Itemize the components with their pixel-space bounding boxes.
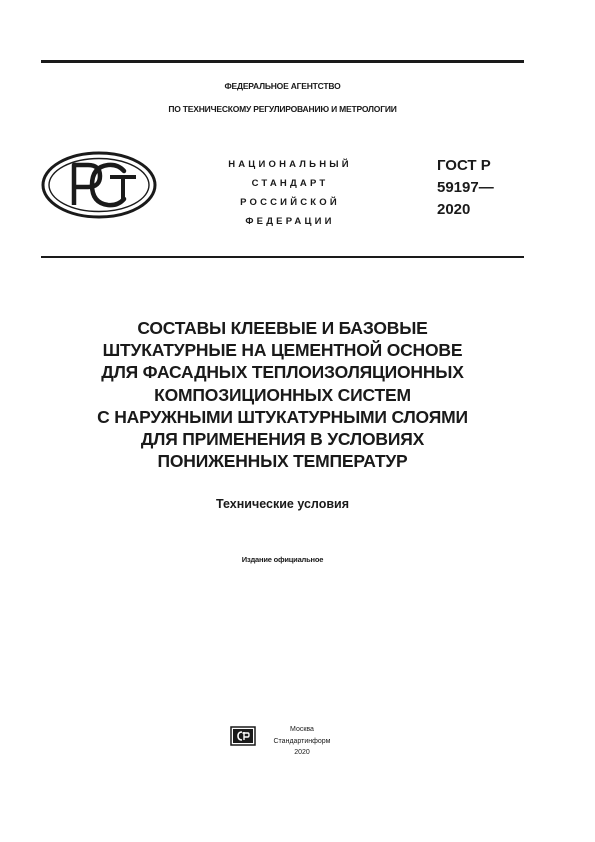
document-title bbox=[41, 317, 524, 472]
title-line: ШТУКАТУРНЫЕ НА ЦЕМЕНТНОЙ ОСНОВЕ bbox=[102, 340, 463, 361]
designation-number: 59197— bbox=[437, 179, 494, 196]
national-standard-line: НАЦИОНАЛЬНЫЙ bbox=[228, 159, 352, 170]
imprint-city: Москва bbox=[290, 726, 314, 733]
designation-year: 2020 bbox=[437, 201, 471, 218]
edition-note: Издание официальное bbox=[241, 555, 324, 564]
national-standard-line: РОССИЙСКОЙ bbox=[240, 197, 340, 208]
standard-designation bbox=[437, 155, 494, 221]
title-line: С НАРУЖНЫМИ ШТУКАТУРНЫМИ СЛОЯМИ bbox=[97, 406, 468, 427]
title-line: ДЛЯ ПРИМЕНЕНИЯ В УСЛОВИЯХ bbox=[140, 429, 425, 450]
title-line: ПОНИЖЕННЫХ ТЕМПЕРАТУР bbox=[157, 451, 408, 472]
standartinform-logo-icon bbox=[230, 726, 256, 746]
top-rule bbox=[41, 60, 524, 63]
national-standard-block bbox=[195, 155, 385, 231]
national-standard-line: ФЕДЕРАЦИИ bbox=[245, 216, 335, 227]
title-line: СОСТАВЫ КЛЕЕВЫЕ И БАЗОВЫЕ bbox=[137, 318, 428, 338]
document-subtitle: Технические условия bbox=[215, 497, 349, 511]
agency-line-2: ПО ТЕХНИЧЕСКОМУ РЕГУЛИРОВАНИЮ И МЕТРОЛОГИИ bbox=[168, 104, 397, 114]
agency-line-1: ФЕДЕРАЛЬНОЕ АГЕНТСТВО bbox=[224, 81, 341, 91]
imprint bbox=[262, 724, 342, 759]
national-standard-line: СТАНДАРТ bbox=[251, 178, 329, 189]
title-line: КОМПОЗИЦИОННЫХ СИСТЕМ bbox=[154, 384, 411, 405]
rst-mark-icon bbox=[40, 150, 158, 220]
imprint-publisher: Стандартинформ bbox=[273, 737, 331, 745]
imprint-year: 2020 bbox=[294, 749, 310, 756]
middle-rule bbox=[41, 256, 524, 258]
title-line: ДЛЯ ФАСАДНЫХ ТЕПЛОИЗОЛЯЦИОННЫХ bbox=[101, 362, 464, 383]
designation-prefix: ГОСТ Р bbox=[437, 157, 491, 174]
